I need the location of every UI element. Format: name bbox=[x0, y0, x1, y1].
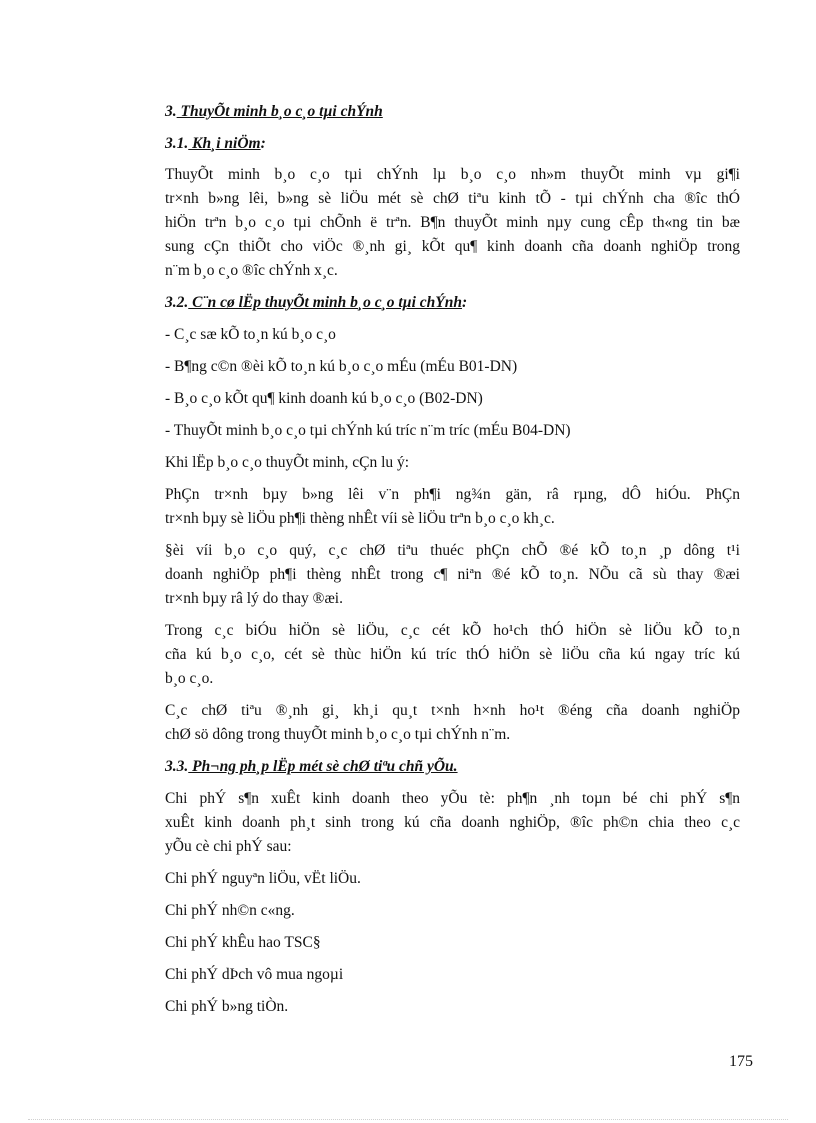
paragraph-line: cña kú b¸o c¸o, cét sè thùc hiÖn kú tríc thÓ hiÖn sè liÖu cña kú ngay tríc kú bbox=[165, 646, 740, 663]
list-item: - ThuyÕt minh b¸o c¸o tµi chÝnh kú tríc n¨m tríc (mÉu B04-DN) bbox=[165, 422, 571, 439]
paragraph-line: tr×nh b»ng lêi, b»ng sè liÖu mét sè chØ tiªu kinh tÕ - tµi chÝnh cha ®îc thÓ bbox=[165, 190, 740, 207]
source-list bbox=[165, 323, 740, 443]
paragraph-line: n¨m b¸o c¸o ®îc chÝnh x¸c. bbox=[165, 262, 338, 279]
note-intro: Khi lËp b¸o c¸o thuyÕt minh, cÇn lu ý: bbox=[165, 454, 410, 471]
section-3-1-heading bbox=[165, 132, 740, 156]
paragraph-line: doanh nghiÖp ph¶i thèng nhÊt trong c¶ niªn ®é kÕ to¸n. NÕu cã sù thay ®æi bbox=[165, 566, 740, 583]
paragraph-line: Trong c¸c biÓu hiÖn sè liÖu, c¸c cét kÕ ho¹ch thÓ hiÖn sè liÖu kÕ to¸n bbox=[165, 622, 740, 639]
paragraph-line: yÕu cè chi phÝ sau: bbox=[165, 838, 292, 855]
paragraph-line: ThuyÕt minh b¸o c¸o tµi chÝnh lµ b¸o c¸o nh»m thuyÕt minh vµ gi¶i bbox=[165, 166, 740, 183]
cost-item: Chi phÝ b»ng tiÒn. bbox=[165, 998, 289, 1015]
section-3-1-number: 3.1. bbox=[165, 135, 189, 152]
section-3-3-number: 3.3. bbox=[165, 758, 189, 775]
paragraph-3-1 bbox=[165, 163, 740, 283]
section-3-3-heading bbox=[165, 755, 740, 779]
paragraph-line: PhÇn tr×nh bµy b»ng lêi v¨n ph¶i ng¾n gän, râ rµng, dÔ hiÓu. PhÇn bbox=[165, 486, 740, 503]
section-3-1-title: Kh¸i niÖm bbox=[188, 135, 261, 152]
cost-item: Chi phÝ khÊu hao TSC§ bbox=[165, 934, 321, 951]
paragraph-a bbox=[165, 483, 740, 531]
paragraph-line: C¸c chØ tiªu ®¸nh gi¸ kh¸i qu¸t t×nh h×nh ho¹t ®éng cña doanh nghiÖp bbox=[165, 702, 740, 719]
section-3-2-number: 3.2. bbox=[165, 294, 189, 311]
list-item: - C¸c sæ kÕ to¸n kú b¸o c¸o bbox=[165, 326, 336, 343]
cost-item-list bbox=[165, 867, 740, 1019]
cost-item: Chi phÝ dÞch vô mua ngoµi bbox=[165, 966, 344, 983]
section-3-number: 3. bbox=[165, 103, 177, 120]
page-bottom-divider bbox=[28, 1119, 788, 1120]
page-number: 175 bbox=[729, 1053, 753, 1070]
section-3-2-heading bbox=[165, 291, 740, 315]
paragraph-line: §èi víi b¸o c¸o quý, c¸c chØ tiªu thuéc phÇn chÕ ®é kÕ to¸n ¸p dông t¹i bbox=[165, 542, 740, 559]
list-item: - B¸o c¸o kÕt qu¶ kinh doanh kú b¸o c¸o (B02-DN) bbox=[165, 390, 483, 407]
paragraph-b bbox=[165, 539, 740, 611]
section-3-2-title: C¨n cø lËp thuyÕt minh b¸o c¸o tµi chÝnh bbox=[188, 294, 463, 311]
section-3-3-title: Ph¬ng ph¸p lËp mét sè chØ tiªu chñ yÕu. bbox=[188, 758, 458, 775]
paragraph-line: tr×nh bµy sè liÖu ph¶i thèng nhÊt víi sè liÖu trªn b¸o c¸o kh¸c. bbox=[165, 510, 555, 527]
cost-item: Chi phÝ nguyªn liÖu, vËt liÖu. bbox=[165, 870, 361, 887]
paragraph-line: tr×nh bµy râ lý do thay ®æi. bbox=[165, 590, 343, 607]
section-3-heading bbox=[165, 100, 740, 124]
cost-item: Chi phÝ nh©n c«ng. bbox=[165, 902, 295, 919]
section-3-2-colon: : bbox=[462, 294, 468, 311]
page-body bbox=[165, 100, 740, 1019]
paragraph-3-3 bbox=[165, 787, 740, 859]
paragraph-line: sung cÇn thiÕt cho viÖc ®¸nh gi¸ kÕt qu¶ kinh doanh cña doanh nghiÖp trong bbox=[165, 238, 740, 255]
section-3-title: ThuyÕt minh b¸o c¸o tµi chÝnh bbox=[176, 103, 383, 120]
paragraph-d bbox=[165, 699, 740, 747]
paragraph-line: hiÖn trªn b¸o c¸o tµi chÕnh ë trªn. B¶n thuyÕt minh nµy cung cÊp th«ng tin bæ bbox=[165, 214, 740, 231]
paragraph-line: Chi phÝ s¶n xuÊt kinh doanh theo yÕu tè: ph¶n ¸nh toµn bé chi phÝ s¶n bbox=[165, 790, 740, 807]
section-3-1-colon: : bbox=[260, 135, 266, 152]
list-item: - B¶ng c©n ®èi kÕ to¸n kú b¸o c¸o mÉu (mÉu B01-DN) bbox=[165, 358, 518, 375]
paragraph-line: chØ sö dông trong thuyÕt minh b¸o c¸o tµi chÝnh n¨m. bbox=[165, 726, 511, 743]
paragraph-c bbox=[165, 619, 740, 691]
paragraph-line: xuÊt kinh doanh ph¸t sinh trong kú cña doanh nghiÖp, ®îc ph©n chia theo c¸c bbox=[165, 814, 740, 831]
paragraph-line: b¸o c¸o. bbox=[165, 670, 214, 687]
